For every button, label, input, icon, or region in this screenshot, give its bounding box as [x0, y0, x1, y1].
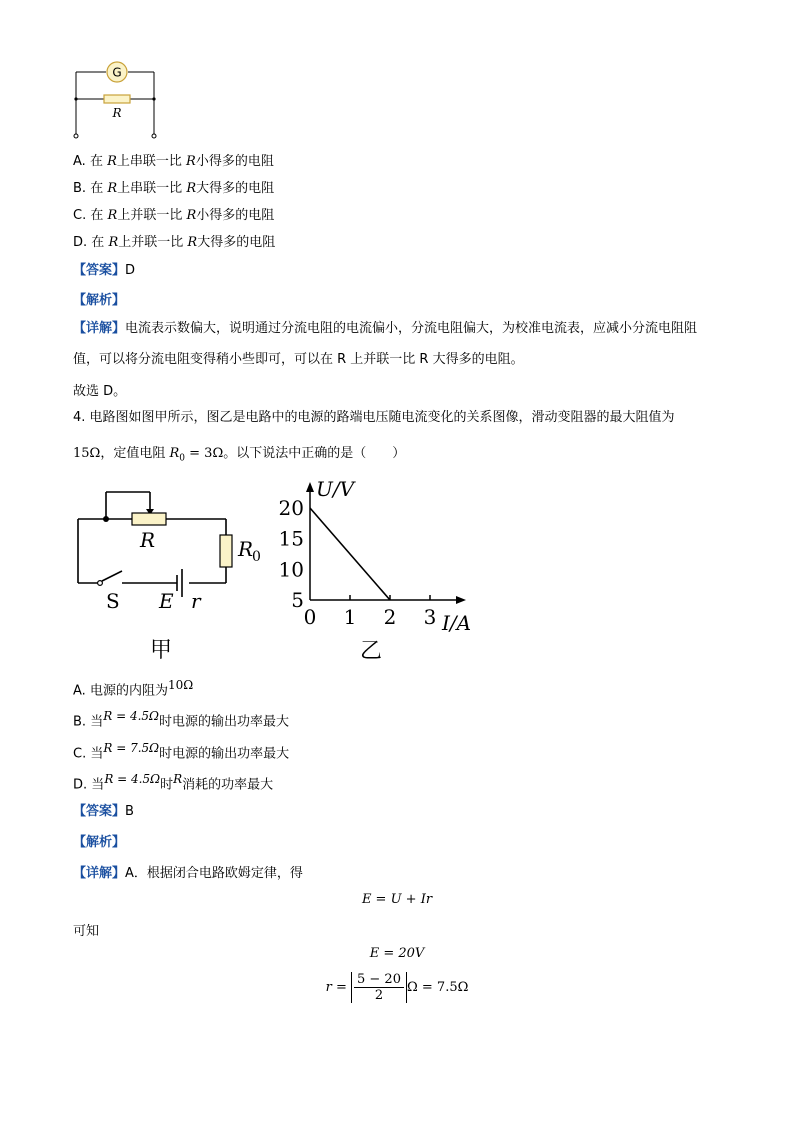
emf-label: E [159, 589, 174, 613]
q3-choice: 故选 D。 [73, 384, 127, 399]
x-tick-label: 2 [383, 605, 397, 629]
resistor-label: R [112, 106, 122, 120]
galvanometer-label: G [112, 65, 122, 80]
q3-option-d: D. 在 R上并联一比 R大得多的电阻 [73, 235, 276, 250]
q3-answer: 【答案】D [73, 263, 136, 278]
equation-1: E = U + Ir [361, 892, 433, 907]
q4-detail: 【详解】A．根据闭合电路欧姆定律，得 [73, 866, 303, 881]
rheostat-label: R [140, 528, 156, 552]
u-i-series-line [310, 508, 390, 600]
q4-analysis-tag: 【解析】 [73, 835, 126, 850]
q4-option-d: D. 当$^{R = 4.5\Omega}$时$^R$消耗的功率最大 [73, 772, 274, 793]
y-axis-label: U/V [316, 477, 355, 501]
switch-label: S [106, 589, 120, 613]
q4-option-c: C. 当$^{R = 7.5\Omega}$时电源的输出功率最大 [73, 741, 290, 762]
q3-detail: 【详解】电流表示数偏大，说明通过分流电阻的电流偏小，分流电阻偏大，为校准电流表，应减小分流电阻阻值，可以将分流电阻变得稍小些即可，可以在 R 上并联一比 R 大得多的电阻。 [73, 321, 698, 367]
equation-3: r = $\frac{5 - 20}{2}$ Ω = 7.5Ω [325, 972, 469, 1003]
y-tick-label: 15 [278, 526, 304, 551]
x-axis-label: I/A [442, 611, 472, 635]
y-tick-label: 20 [278, 496, 304, 520]
q3-analysis-tag: 【解析】 [73, 293, 126, 308]
caption-yi: 乙 [360, 639, 383, 664]
u-i-graph-yi [270, 470, 490, 670]
galvanometer-circuit-figure [66, 58, 166, 144]
q3-option-c: C. 在 R上并联一比 R小得多的电阻 [73, 208, 275, 223]
q4-option-b: B. 当$^{R = 4.5\Omega}$时电源的输出功率最大 [73, 709, 289, 730]
y-axis-arrow [306, 482, 314, 492]
caption-jia: 甲 [150, 638, 173, 663]
q3-option-a: A. 在 R上串联一比 R小得多的电阻 [73, 154, 274, 169]
x-tick-label: 1 [343, 605, 357, 629]
internal-resistance-label: r [191, 589, 201, 613]
q4-answer: 【答案】B [73, 804, 134, 819]
q4-know: 可知 [73, 924, 100, 939]
y-tick-label: 10 [278, 557, 304, 582]
x-tick-label: 0 [303, 605, 317, 629]
x-axis-arrow [456, 596, 466, 604]
q4-option-a: A. 电源的内阻为$^{10\Omega}$ [73, 678, 194, 699]
x-tick-label: 3 [423, 605, 437, 629]
circuit-diagram-jia [70, 485, 270, 665]
q4-stem-line2: 15Ω，定值电阻 $R_0 = 3\Omega$。以下说法中正确的是（ ） [73, 446, 406, 464]
q3-option-b: B. 在 R上串联一比 R大得多的电阻 [73, 181, 275, 196]
y-tick-label: 5 [291, 588, 304, 612]
q4-stem-line1: 4. 电路图如图甲所示，图乙是电路中的电源的路端电压随电流变化的关系图像，滑动变阻器的最大阻值为 [73, 410, 675, 425]
r0-label: R [238, 537, 254, 561]
r0-subscript: 0 [252, 549, 261, 565]
equation-2: E = 20V [369, 946, 425, 961]
